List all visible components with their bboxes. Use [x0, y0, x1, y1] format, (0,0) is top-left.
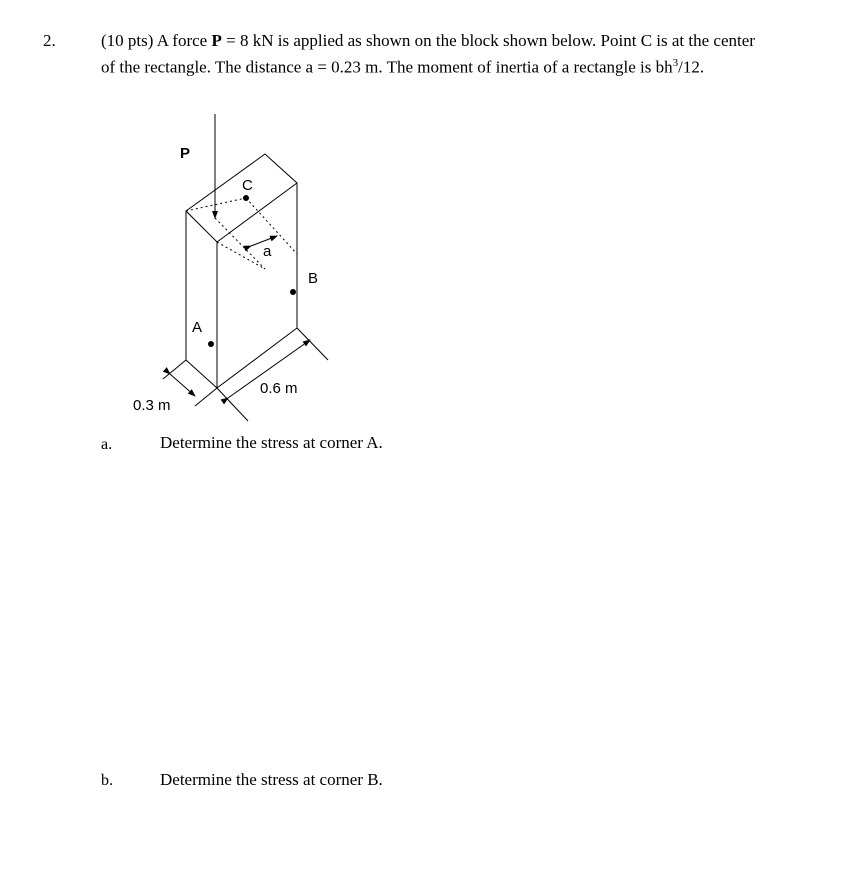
part-a-letter: a.	[101, 436, 113, 453]
force-label: P	[180, 145, 191, 162]
point-b-label: B	[308, 270, 319, 287]
part-a-prompt: Determine the stress at corner A.	[160, 433, 383, 452]
part-b-letter: b.	[101, 772, 113, 789]
question-number: 2.	[43, 31, 56, 50]
exponent: 3	[672, 57, 679, 69]
question-body-text: = 8 kN is applied as shown on the block shown below. Point C is at the center of the rectangle. The distance a = 0.23 m. The moment of inertia of a rectangle is bh	[101, 31, 755, 77]
question-points-text: (10 pts) A force	[101, 31, 212, 50]
width-dimension	[217, 328, 328, 421]
point-a-dot	[208, 341, 214, 347]
block-edge-bottom-left	[186, 360, 217, 388]
point-c-label: C	[242, 177, 253, 194]
block-top-face	[186, 154, 297, 242]
point-a-label: A	[192, 319, 203, 336]
distance-a-label: a	[263, 243, 272, 260]
depth-dimension	[163, 360, 217, 406]
depth-dimension-label: 0.3 m	[133, 397, 171, 414]
force-symbol: P	[211, 31, 222, 50]
width-dimension-label: 0.6 m	[260, 380, 298, 397]
part-b-prompt: Determine the stress at corner B.	[160, 770, 383, 789]
point-b-dot	[290, 289, 296, 295]
center-dashed-lines	[186, 198, 297, 269]
point-c-dot	[243, 195, 249, 201]
question-end-text: /12.	[678, 57, 705, 77]
